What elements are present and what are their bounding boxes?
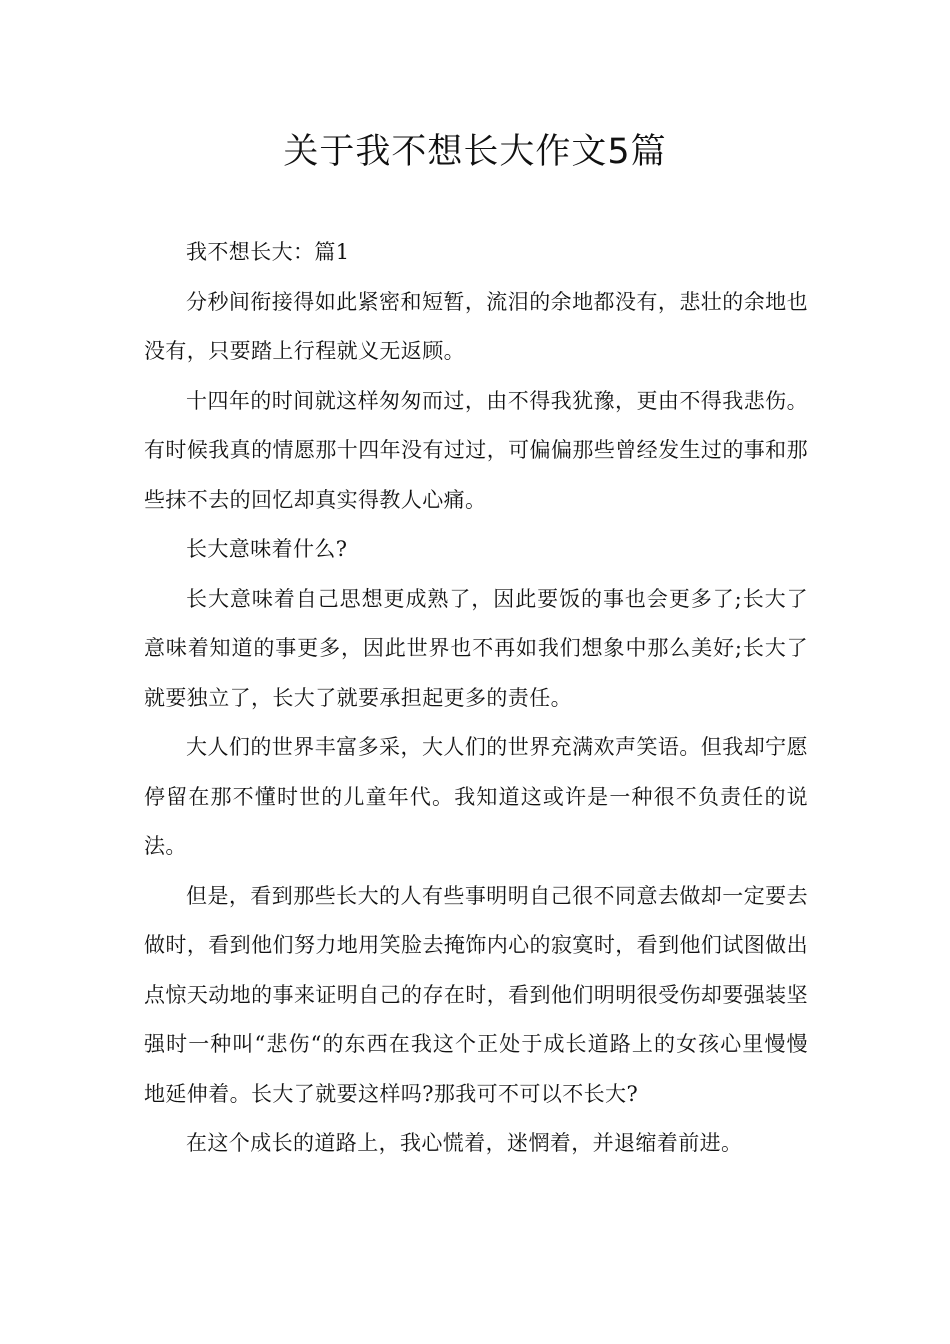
document-title: 关于我不想长大作文5篇 [283,132,667,172]
paragraph-section-heading: 我不想长大：篇1 [186,240,350,264]
paragraph: 分秒间衔接得如此紧密和短暂，流泪的余地都没有，悲壮的余地也没有，只要踏上行程就义无返顾。 [144,289,808,363]
paragraph-question: 长大意味着什么? [186,537,348,561]
paragraph: 在这个成长的道路上，我心慌着，迷惘着，并退缩着前进。 [186,1131,743,1155]
document-body [144,228,808,1169]
paragraph: 但是，看到那些长大的人有些事明明自己很不同意去做却一定要去做时，看到他们努力地用笑脸去掩饰内心的寂寞时，看到他们试图做出点惊天动地的事来证明自己的存在时，看到他们明明很受伤却要强装坚强时一种叫“悲伤“的东西在我这个正处于成长道路上的女孩心里慢慢地延伸着。长大了就要这样吗?那我可不可以不长大? [144,883,808,1106]
paragraph: 十四年的时间就这样匆匆而过，由不得我犹豫，更由不得我悲伤。有时候我真的情愿那十四年没有过过，可偏偏那些曾经发生过的事和那些抹不去的回忆却真实得教人心痛。 [144,388,808,512]
paragraph: 大人们的世界丰富多采，大人们的世界充满欢声笑语。但我却宁愿停留在那不懂时世的儿童年代。我知道这或许是一种很不负责任的说法。 [144,735,808,858]
paragraph: 长大意味着自己思想更成熟了，因此要饭的事也会更多了;长大了意味着知道的事更多，因此世界也不再如我们想象中那么美好;长大了就要独立了，长大了就要承担起更多的责任。 [144,586,808,710]
